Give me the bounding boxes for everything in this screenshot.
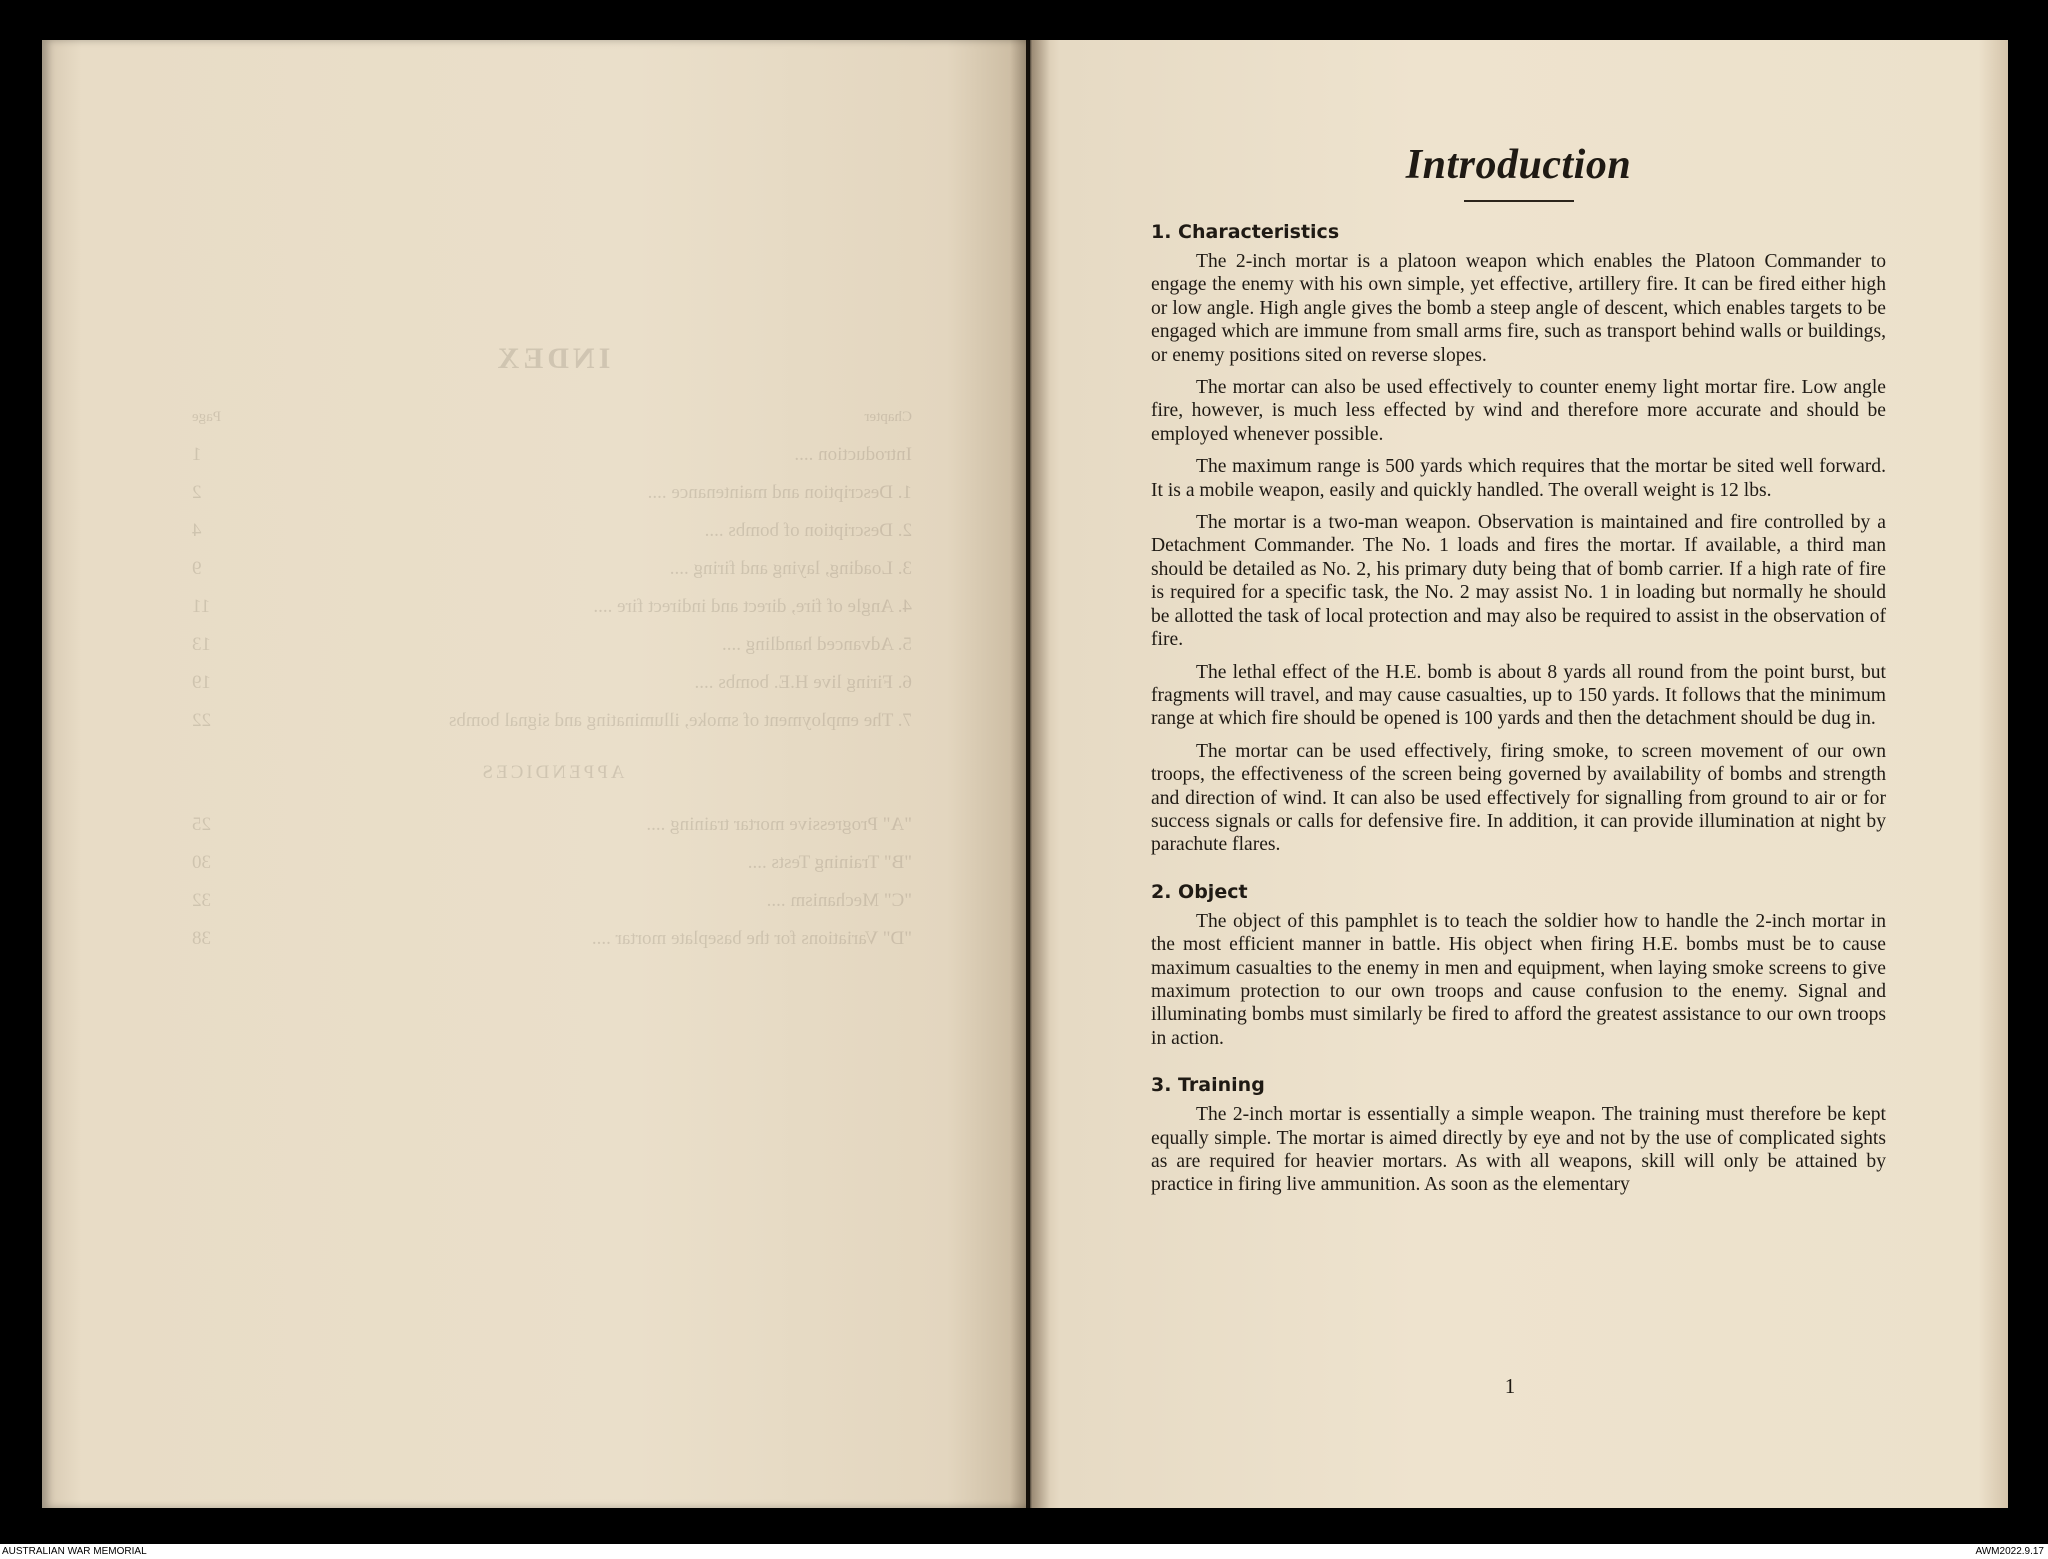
ghost-row-entry — [593, 588, 912, 626]
ghost-row-label: Description and maintenance .... — [647, 482, 893, 503]
ghost-index-row — [192, 474, 912, 512]
body-paragraph: The lethal effect of the H.E. bomb is about 8 yards all round from the point burst, but fragments will travel, and may cause casualties, up to 150 yards. It follows that the minimum range at which fire should be opened is 100 yards and then the detachment should be dug in. — [1151, 661, 1886, 730]
ghost-row-page: 22 — [192, 710, 211, 731]
ghost-row-num: 4. — [897, 596, 912, 617]
ghost-row-num: "B" — [883, 852, 912, 873]
page-number: 1 — [1504, 1374, 1516, 1398]
ghost-row-space — [879, 852, 883, 873]
title-rule — [1464, 200, 1574, 202]
ghost-index-title: INDEX — [493, 342, 611, 375]
section-gap — [1151, 866, 1886, 880]
ghost-row-label: Firing live H.E. bombs .... — [694, 672, 893, 693]
section-heading: 3. Training — [1151, 1074, 1265, 1097]
body-paragraph: The 2-inch mortar is essentially a simple weapon. The training must therefore be kept equally simple. The mortar is aimed directly by eye and not by the use of complicated sights as are required for heavier mortars. As with all weapons, skill will only be attained by practice in firing live ammunition. As soon as the elementary — [1151, 1104, 1886, 1196]
ghost-index-row — [192, 882, 912, 920]
ghost-index-rows — [192, 436, 912, 740]
ghost-appendices-rows — [192, 806, 912, 958]
ghost-row-num: 1. — [897, 482, 912, 503]
ghost-row-label: Progressive mortar training .... — [646, 814, 879, 835]
ghost-row-label: Introduction .... — [794, 444, 912, 465]
footer-accession: AWM2022.9.17 — [1975, 1546, 2044, 1557]
ghost-index-row — [192, 920, 912, 958]
ghost-row-entry — [748, 844, 912, 882]
ghost-row-entry — [722, 626, 912, 664]
ghost-row-entry — [794, 436, 912, 474]
ghost-row-space — [894, 634, 898, 655]
ghost-index-row — [192, 626, 912, 664]
ghost-index-row — [192, 588, 912, 626]
ghost-row-label: Variations for the baseplate mortar .... — [591, 928, 879, 949]
body-paragraph: The maximum range is 500 yards which requires that the mortar be sited well forward. It is a mobile weapon, easily and quickly handled. The overall weight is 12 lbs. — [1151, 456, 1886, 501]
ghost-row-space — [894, 596, 898, 617]
ghost-row-label: Angle of fire, direct and indirect fire .... — [593, 596, 895, 617]
ghost-row-page: 30 — [192, 852, 211, 873]
body-paragraph: The mortar is a two-man weapon. Observation is maintained and fire controlled by a Detachment Commander. The No. 1 loads and fires the mortar. If available, a third man should be detailed as No. 2, his primary duty being that of bomb carrier. If a high rate of fire is required for a specific task, the No. 2 may assist No. 1 in loading but normally he should be allotted the task of local protection and may also be required to assist in the observation of fire. — [1151, 512, 1886, 651]
ghost-row-page: 13 — [192, 634, 211, 655]
ghost-row-entry — [646, 806, 912, 844]
section-heading: 1. Characteristics — [1151, 221, 1340, 243]
ghost-row-entry — [592, 920, 912, 958]
ghost-row-num: "A" — [882, 814, 912, 835]
ghost-index — [192, 340, 912, 958]
ghost-row-space — [878, 814, 883, 835]
ghost-row-space — [893, 558, 898, 579]
ghost-col-page: Page — [192, 409, 222, 425]
sections — [1151, 220, 1886, 1197]
ghost-index-row — [192, 664, 912, 702]
ghost-row-label: Loading, laying and firing .... — [669, 558, 893, 579]
body-paragraph: The 2-inch mortar is a platoon weapon which enables the Platoon Commander to engage the enemy with his own simple, yet effective, artillery fire. It can be fired either high or low angle. High angle gives the bomb a steep angle of descent, which enables targets to be engaged which are immune from small arms fire, such as transport behind walls or buildings, or enemy positions sited on reverse slopes. — [1151, 251, 1886, 366]
ghost-row-page: 11 — [192, 596, 211, 617]
ghost-row-num: 5. — [897, 634, 912, 655]
ghost-row-label: The employment of smoke, illuminating and signal bombs — [448, 710, 894, 731]
ghost-index-head — [192, 398, 912, 436]
footer-credit: AUSTRALIAN WAR MEMORIAL — [2, 1546, 147, 1557]
ghost-row-page: 4 — [192, 520, 202, 541]
ghost-row-page: 38 — [192, 928, 211, 949]
footer-bar — [0, 1544, 2048, 1559]
section-heading: 2. Object — [1151, 880, 1248, 903]
ghost-row-space — [879, 890, 884, 911]
ghost-row-space — [893, 482, 898, 503]
ghost-row-label: Training Tests .... — [747, 852, 880, 873]
ghost-row-entry — [705, 512, 912, 550]
ghost-row-entry — [670, 550, 912, 588]
ghost-row-entry — [767, 882, 912, 920]
ghost-row-space — [893, 672, 898, 693]
introduction-content — [1151, 140, 1886, 1206]
ghost-row-num: 3. — [897, 558, 912, 579]
body-paragraph: The object of this pamphlet is to teach the soldier how to handle the 2-inch mortar in the most efficient manner in battle. His object when firing H.E. bombs must be to cause maximum casualties to the enemy in men and equipment, when laying smoke screens to give maximum protection to our own troops and cause confusion to the enemy. Signal and illuminating bombs must similarly be fired to afford the greatest assistance to our own troops in action. — [1151, 910, 1886, 1049]
page-title: Introduction — [1405, 142, 1632, 188]
book-gutter — [1010, 40, 1050, 1508]
ghost-appendices-title: APPENDICES — [479, 762, 625, 783]
body-paragraph: The mortar can be used effectively, firing smoke, to screen movement of our own troops, the effectiveness of the screen being governed by availability of bombs and strength and direction of wind. It can also be used effectively for signalling from ground to air or for success signals or calls for defensive fire. In addition, it can provide illumination at night by parachute flares. — [1151, 740, 1886, 856]
ghost-row-page: 9 — [192, 558, 202, 579]
ghost-row-entry — [695, 664, 912, 702]
ghost-row-num: 7. — [897, 710, 912, 731]
ghost-row-entry — [648, 474, 912, 512]
section-gap — [1151, 1059, 1886, 1073]
ghost-index-row — [192, 436, 912, 474]
ghost-row-entry — [449, 702, 912, 740]
ghost-index-row — [192, 844, 912, 882]
ghost-row-label: Mechanism .... — [766, 890, 880, 911]
left-page — [42, 40, 1026, 1508]
ghost-index-row — [192, 512, 912, 550]
ghost-row-space — [893, 520, 898, 541]
ghost-col-chapter: Chapter — [864, 409, 912, 425]
ghost-row-space — [878, 928, 882, 949]
ghost-row-page: 25 — [192, 814, 211, 835]
ghost-row-num: "C" — [883, 890, 912, 911]
ghost-row-page: 32 — [192, 890, 211, 911]
ghost-index-row — [192, 702, 912, 740]
body-paragraph: The mortar can also be used effectively to counter enemy light mortar fire. Low angle fire, however, is much less effected by wind and therefore more accurate and should be employed whenever possible. — [1151, 377, 1886, 445]
ghost-row-num: 6. — [897, 672, 912, 693]
ghost-row-page: 1 — [192, 444, 202, 465]
ghost-index-row — [192, 806, 912, 844]
ghost-row-num: "D" — [882, 928, 912, 949]
ghost-row-num: 2. — [897, 520, 912, 541]
ghost-row-label: Description of bombs .... — [704, 520, 893, 541]
ghost-row-label: Advanced handling .... — [722, 634, 895, 655]
ghost-index-row — [192, 550, 912, 588]
ghost-row-page: 2 — [192, 482, 202, 503]
ghost-row-space — [893, 710, 897, 731]
ghost-row-page: 19 — [192, 672, 211, 693]
